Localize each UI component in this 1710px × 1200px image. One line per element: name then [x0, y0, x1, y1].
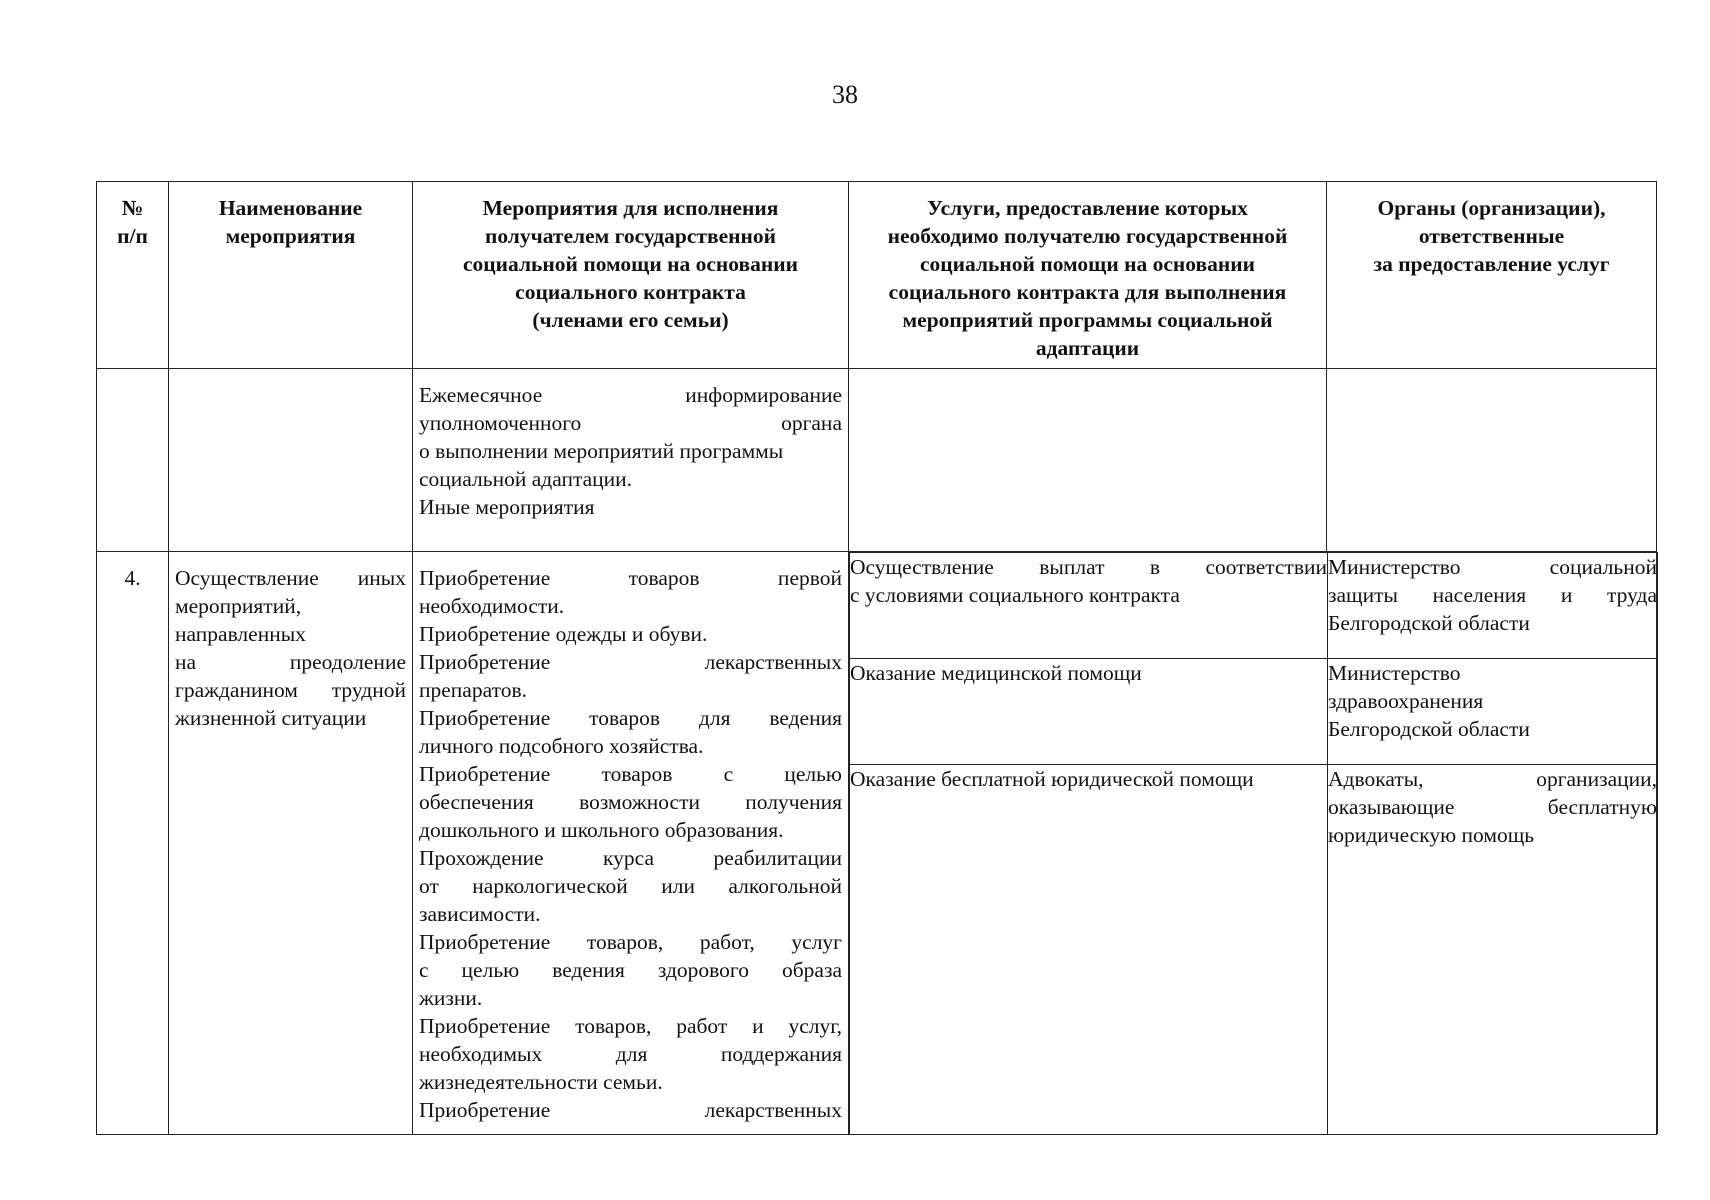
continuation-num-cell [97, 369, 169, 552]
continuation-name-cell [169, 369, 413, 552]
continuation-row [97, 369, 1657, 552]
service-row-payments [850, 553, 1658, 659]
org-health-ministry: Министерство здравоохранения Белгородской области [1328, 659, 1658, 765]
row-4-services-orgs [849, 552, 1657, 1135]
page-number: 38 [832, 80, 858, 109]
org-social-ministry: Министерство социальной защиты населения и труда Белгородской области [1328, 553, 1658, 659]
services-orgs-subtable [849, 552, 1658, 1134]
row-4-name: Осуществление иных мероприятий, направленных на преодоление гражданином трудной жизненной ситуации [169, 552, 413, 1135]
service-legal: Оказание бесплатной юридической помощи [850, 765, 1328, 1134]
service-row-legal [850, 765, 1658, 1134]
org-lawyers: Адвокаты, организации, оказывающие бесплатную юридическую помощь [1328, 765, 1658, 1134]
continuation-services-cell [849, 369, 1327, 552]
row-4-num: 4. [97, 552, 169, 1135]
row-4 [97, 552, 1657, 1135]
service-payments: Осуществление выплат в соответствии с условиями социального контракта [850, 553, 1328, 659]
row-4-activities: Приобретение товаров первой необходимости. Приобретение одежды и обуви. Приобретение лекарственных препаратов. Приобретение товаров для ведения личного подсобного хозяйства. Приобретение товаров с целью обеспечения возможности получения дошкольного и школьного образования. Прохождение курса реабилитации от наркологической или алкогольной зависимости. Приобретение товаров, работ, услуг с целью ведения здорового образа жизни. Приобретение товаров, работ и услуг, необходимых для поддержания жизнедеятельности семьи. Приобретение лекарственных [413, 552, 849, 1135]
header-num: № п/п [97, 182, 169, 369]
service-row-medical [850, 659, 1658, 765]
continuation-orgs-cell [1327, 369, 1657, 552]
header-orgs: Органы (организации), ответственные за предоставление услуг [1327, 182, 1657, 369]
social-adaptation-table [96, 181, 1657, 1135]
header-name: Наименование мероприятия [169, 182, 413, 369]
header-row [97, 182, 1657, 369]
header-activities: Мероприятия для исполнения получателем государственной социальной помощи на основании социального контракта (членами его семьи) [413, 182, 849, 369]
header-services: Услуги, предоставление которых необходимо получателю государственной социальной помощи на основании социального контракта для выполнения мероприятий программы социальной адаптации [849, 182, 1327, 369]
continuation-activities-cell: Ежемесячное информирование уполномоченного органа о выполнении мероприятий программы социальной адаптации. Иные мероприятия [413, 369, 849, 552]
service-medical: Оказание медицинской помощи [850, 659, 1328, 765]
